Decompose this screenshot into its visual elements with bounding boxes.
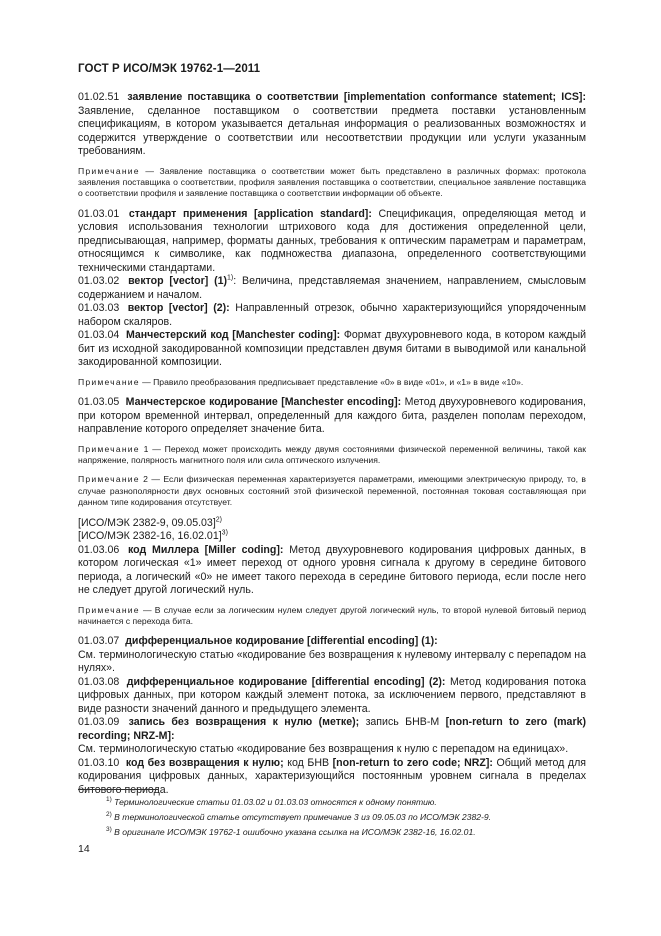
term-number: 01.03.01	[78, 207, 120, 220]
term-definition: См. терминологическую статью «кодирование без возвращения к нулевому интервалу с перепадом на нулях».	[78, 648, 586, 675]
term-number: 01.03.03	[78, 302, 120, 315]
term-number: 01.03.02	[78, 275, 120, 288]
note	[78, 474, 586, 508]
page-number: 14	[78, 843, 90, 855]
term-entry	[78, 757, 586, 798]
term-definition: Направленный отрезок, обычно характеризующийся упорядоченным набором скаляров.	[78, 302, 586, 328]
note-label: Примечание	[78, 443, 140, 454]
footnote	[106, 826, 576, 839]
term-entry	[78, 716, 586, 757]
note-text: — Заявление поставщика о соответствии может быть представлено в различных формах: протокола заявления поставщика о соответствии, профиля заявления поставщика о соответствии, специальное заявление поставщика о соответствии профиля и заявление поставщика о соответствии информации об объекте.	[78, 165, 587, 199]
term-entry	[78, 302, 586, 329]
footnote-ref: 2)	[215, 516, 222, 524]
term-name: Манчестерский код [Manchester coding]:	[125, 329, 341, 342]
note-text: — В случае если за логическим нулем следует другой логический нуль, то второй нулевой битовый период начинается с перехода бита.	[78, 604, 587, 627]
term-definition: Формат двухуровневого кода, в котором каждый бит из исходной закодированной композиции представлен двумя битами в выводимой или канальной закодированной композиции.	[78, 329, 587, 369]
footnotes	[106, 796, 576, 841]
term-number: 01.03.04	[78, 329, 120, 342]
term-name: код без возвращения к нулю;	[125, 756, 284, 769]
term-name-english: [non-return to zero (mark) recording; NRZ-M]:	[78, 716, 586, 742]
term-definition: Метод двухуровневого кодирования цифровых данных, в котором логическая «1» имеет переход от одного уровня сигнала к другому в середине битового периода, а логический «0» не имеет такого перехода в середине битового периода, если после него не следует другой логический нуль.	[78, 543, 586, 597]
page-content	[78, 91, 586, 797]
term-definition: Спецификация, определяющая метод и условия использования технологии штрихового кода для достижения определенной цели, предписывающая, например, форматы данных, требования к оптическим параметрам и параметрам, относящимся к символике, как подмножества диапазона, определенного соответствующими техническими стандартами.	[78, 207, 586, 274]
note-label: Примечание	[78, 165, 140, 176]
reference-text: [ИСО/МЭК 2382-16, 16.02.01]	[78, 530, 222, 543]
footnote-ref: 3)	[221, 529, 228, 537]
note-text: 2 — Если физическая переменная характеризуется параметрами, имеющими электрическую природу, то, в случае разнополярности двух основных состояний этой физической переменной, постоянная токовая составляющая при данном типе кодирования отсутствует.	[78, 474, 586, 508]
note	[78, 444, 586, 467]
footnote-mark: 3)	[106, 826, 112, 834]
term-number: 01.03.05	[78, 396, 120, 409]
note	[78, 166, 586, 200]
term-number: 01.03.06	[78, 543, 120, 556]
footnote-mark: 1)	[106, 796, 112, 804]
footnote-mark: 2)	[106, 811, 112, 819]
term-synonym: код БНВ	[287, 756, 330, 769]
footnote-text: Терминологические статьи 01.03.02 и 01.03.03 относятся к одному понятию.	[114, 797, 437, 807]
term-entry	[78, 544, 586, 598]
reference	[78, 517, 586, 531]
term-number: 01.02.51	[78, 91, 120, 103]
term-definition: : Величина, представляемая значением, направлением, смысловым содержанием и началом.	[78, 275, 587, 301]
term-number: 01.03.09	[78, 716, 120, 729]
note-text: — Правило преобразования предписывает представление «0» в виде «01», и «1» в виде «10».	[142, 376, 524, 387]
term-definition: Метод кодирования потока цифровых данных, при котором каждый элемент потока, за исключением первого, представляют в виде разности значений данного и предыдущего элемента.	[78, 675, 586, 715]
term-number: 01.03.08	[78, 675, 120, 688]
term-entry	[78, 329, 586, 370]
footnote	[106, 811, 576, 824]
reference	[78, 530, 586, 544]
note-label: Примечание	[78, 474, 140, 485]
term-synonym: запись БНВ-М	[365, 716, 440, 729]
term-name: заявление поставщика о соответствии [implementation conformance statement; ICS]:	[127, 91, 586, 103]
term-name: код Миллера [Miller coding]:	[128, 543, 284, 556]
term-entry	[78, 208, 586, 276]
footnote-text: В терминологической статье отсутствует примечание 3 из 09.05.03 по ИСО/МЭК 2382-9.	[114, 812, 492, 822]
footnote	[106, 796, 576, 809]
footnote-ref: 1)	[227, 274, 234, 282]
note	[78, 377, 586, 388]
term-name: дифференциальное кодирование [differential encoding] (2):	[126, 675, 446, 688]
term-definition: Метод двухуровневого кодирования, при котором временной интервал, определенный для каждого бита, разделен пополам переходом, направление которого определяет значение бита.	[78, 396, 586, 436]
page-header: ГОСТ Р ИСО/МЭК 19762-1—2011	[78, 63, 261, 75]
term-name: запись без возвращения к нулю (метке);	[128, 716, 360, 729]
term-name: вектор [vector] (2):	[127, 302, 230, 315]
term-definition: Заявление, сделанное поставщиком о соответствии предмета поставки установленным спецификациям, в котором указывается детальная информация о реализованных возможностях и содержится утверждение о соответствии или несоответствии продукции или услуги указанным требованиям.	[78, 104, 586, 157]
term-entry	[78, 91, 586, 159]
footnote-text: В оригинале ИСО/МЭК 19762-1 ошибочно указана ссылка на ИСО/МЭК 2382-16, 16.02.01.	[114, 827, 476, 837]
note-label: Примечание	[78, 604, 140, 615]
term-name: Манчестерское кодирование [Manchester encoding]:	[125, 396, 402, 409]
term-name: дифференциальное кодирование [differential encoding] (1):	[125, 635, 438, 648]
term-name: стандарт применения [application standard]:	[128, 207, 372, 220]
term-entry	[78, 635, 586, 676]
term-entry	[78, 396, 586, 437]
term-name-english: [non-return to zero code; NRZ]:	[332, 756, 493, 769]
term-number: 01.03.10	[78, 756, 120, 769]
term-definition: Общий метод для кодирования цифровых данных, характеризующийся постоянным уровнем сигнала в пределах битового периода.	[78, 756, 587, 796]
footnote-divider	[78, 789, 158, 790]
term-entry	[78, 275, 586, 302]
term-definition: См. терминологическую статью «кодирование без возвращения к нулю с перепадом на единицах».	[78, 743, 569, 756]
note-label: Примечание	[78, 376, 140, 387]
note-text: 1 — Переход может происходить между двумя состояниями физической переменной величины, такой как напряжение, полярность магнитного поля или сила оптического излучения.	[78, 443, 586, 466]
term-entry	[78, 676, 586, 717]
reference-text: [ИСО/МЭК 2382-9, 09.05.03]	[78, 516, 216, 529]
term-number: 01.03.07	[78, 635, 120, 648]
term-name: вектор [vector] (1)	[128, 275, 228, 288]
note	[78, 605, 586, 628]
